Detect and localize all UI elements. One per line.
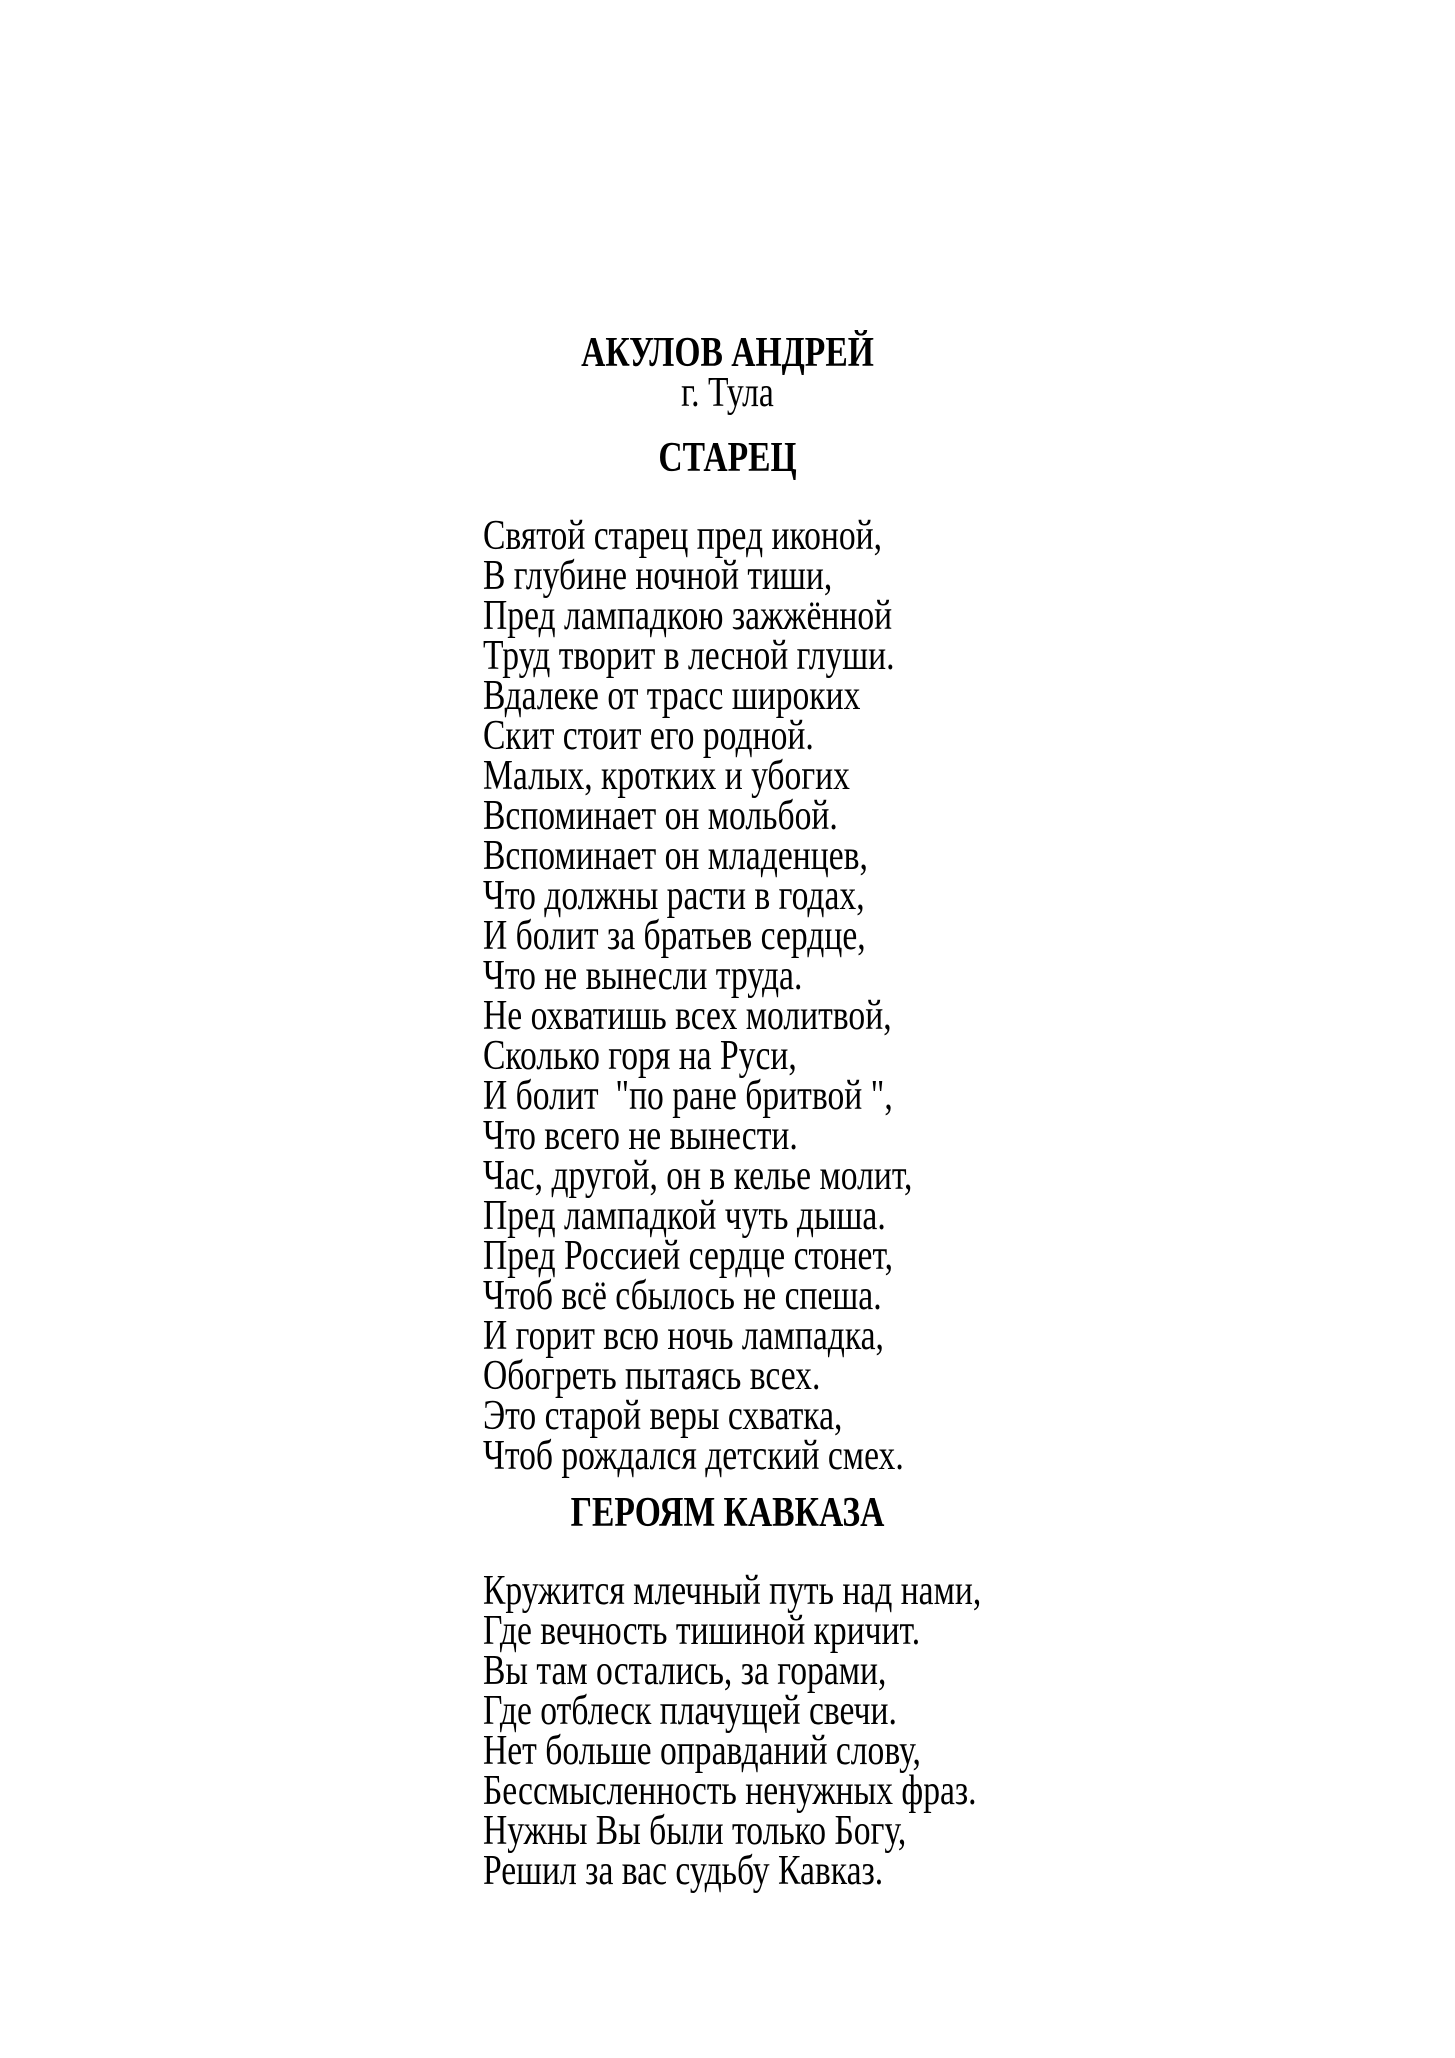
poem-line: Что должны расти в годах, [483, 873, 865, 919]
poem-line: Час, другой, он в келье молит, [483, 1153, 913, 1199]
poem-line: Не охватишь всех молитвой, [483, 993, 892, 1039]
poem-line: Пред лампадкою зажжённой [483, 593, 893, 639]
poem-line: Чтоб всё сбылось не спеша. [483, 1273, 882, 1319]
poem-title-starets: СТАРЕЦ [658, 435, 797, 481]
poem-line: Где вечность тишиной кричит. [483, 1608, 921, 1654]
poem-line: Нет больше оправданий слову, [483, 1728, 921, 1774]
poem-line: Вы там остались, за горами, [483, 1648, 887, 1694]
poem-line: Пред лампадкой чуть дыша. [483, 1193, 886, 1239]
poem-line: Чтоб рождался детский смех. [483, 1433, 904, 1479]
poem-line: Это старой веры схватка, [483, 1393, 843, 1439]
poem-geroyam-kavkaza [483, 1568, 1011, 1894]
poem-line: Сколько горя на Руси, [483, 1033, 797, 1079]
poem-line: Вспоминает он мольбой. [483, 793, 838, 839]
poem-line: Скит стоит его родной. [483, 713, 814, 759]
author-city: г. Тула [681, 370, 774, 416]
poem-title-geroyam-kavkaza: ГЕРОЯМ КАВКАЗА [570, 1490, 885, 1536]
poem-line: Пред Россией сердце стонет, [483, 1233, 894, 1279]
poem-line: Что всего не вынести. [483, 1113, 798, 1159]
poem-line: Труд творит в лесной глуши. [483, 633, 895, 679]
poem-line: Обогреть пытаясь всех. [483, 1353, 821, 1399]
poem-line: Бессмысленность ненужных фраз. [483, 1768, 977, 1814]
poem-line: Нужны Вы были только Богу, [483, 1808, 907, 1854]
poem-line: Где отблеск плачущей свечи. [483, 1688, 897, 1734]
poem-line: Кружится млечный путь над нами, [483, 1568, 982, 1614]
poem-line: Решил за вас судьбу Кавказ. [483, 1848, 884, 1894]
poem-line: Вдалеке от трасс широких [483, 673, 861, 719]
poem-line: Святой старец пред иконой, [483, 513, 883, 559]
poem-line: Вспоминает он младенцев, [483, 833, 868, 879]
author-name: АКУЛОВ АНДРЕЙ [581, 330, 874, 376]
poem-line: Малых, кротких и убогих [483, 753, 850, 799]
poem-starets [483, 513, 1011, 1479]
poem-line: И болит за братьев сердце, [483, 913, 866, 959]
poem-line: В глубине ночной тиши, [483, 553, 833, 599]
poem-line: И болит "по ране бритвой ", [483, 1073, 893, 1119]
poem-line: И горит всю ночь лампадка, [483, 1313, 884, 1359]
poem-line: Что не вынесли труда. [483, 953, 803, 999]
